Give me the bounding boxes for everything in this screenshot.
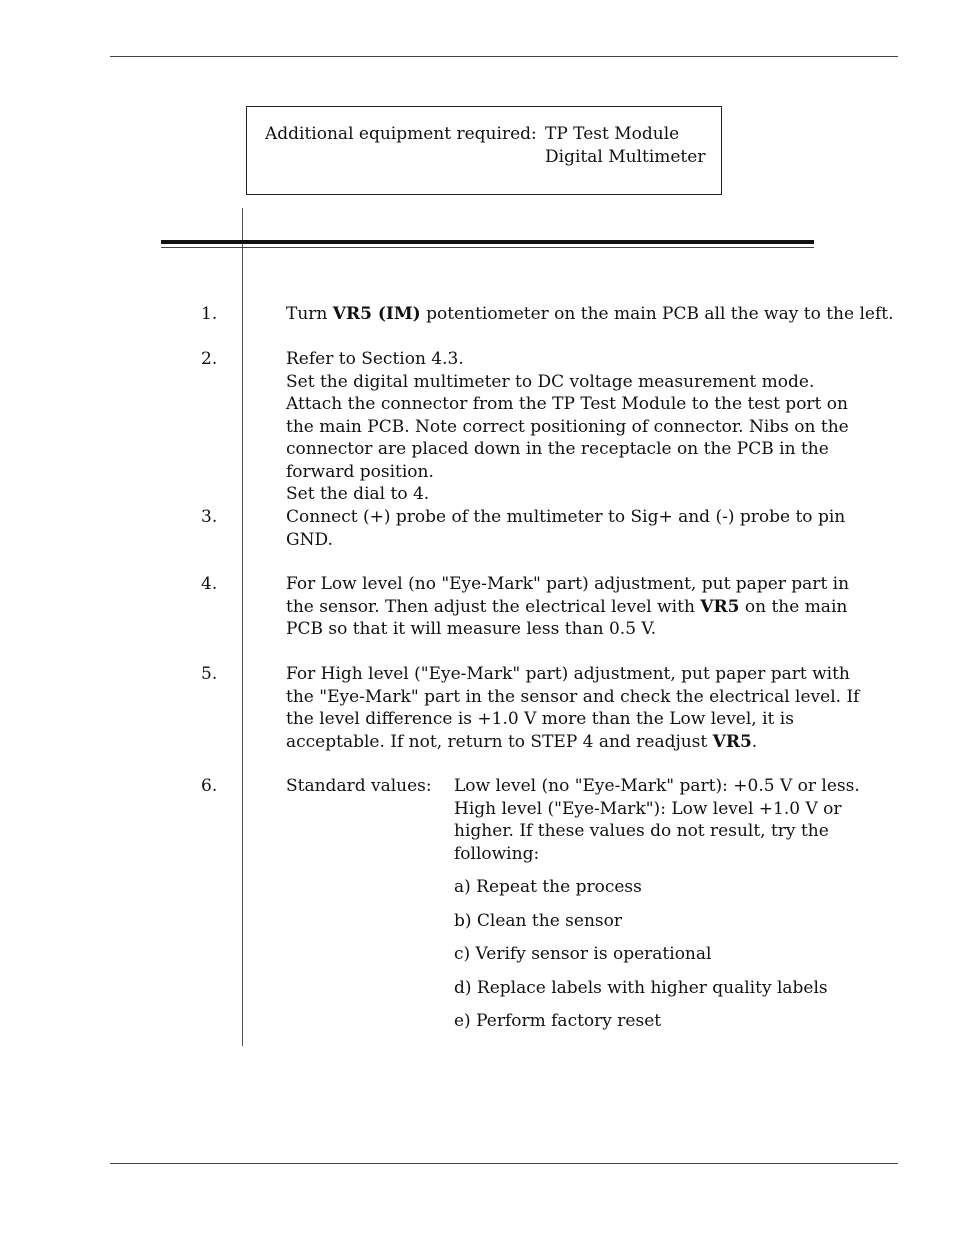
step-line: Attach the connector from the TP Test Module to the test port on the main PCB. Note correct positioning of connector. Nibs on the connector are placed down in the receptacle on the PCB in the forward position. [286,394,849,482]
list-item: b) Clean the sensor [454,910,622,931]
text-run: potentiometer on the main PCB all the way to the left. [420,304,894,324]
component-ref: VR5 [700,596,740,617]
text-run: on the main PCB so that it will measure less than 0.5 V. [286,596,848,639]
step-number: 6. [201,776,218,796]
step-number: 5. [201,664,218,684]
step-line: Refer to Section 4.3. [286,349,464,369]
list-item: c) Verify sensor is operational [454,944,712,964]
high-level-value: High level ("Eye-Mark"): Low level +1.0 V or higher. If these values do not result, try the following: [454,798,842,864]
list-item: a) Repeat the process [454,877,642,897]
step-text [286,573,876,641]
list-item: d) Replace labels with higher quality labels [454,977,828,998]
step-number: 4. [201,574,218,594]
text-run: For Low level (no "Eye-Mark" part) adjustment, put paper part in the sensor. Then adjust the electrical level with [286,574,850,617]
margin-rule [242,208,243,1046]
step-text: Connect (+) probe of the multimeter to Sig+ and (-) probe to pin GND. [286,507,846,550]
component-ref: VR5 [712,731,752,752]
step-text [286,663,876,753]
equipment-list [545,123,705,168]
remedy-list [454,876,874,1044]
footer-rule [110,1163,898,1164]
equipment-item: Digital Multimeter [545,146,706,167]
text-run: For High level ("Eye-Mark" part) adjustment, put paper part with the "Eye-Mark" part in the sensor and check the electrical level. If the level difference is +1.0 V more than the Low level, it is acceptable. If not, return to STEP 4 and readjust [286,664,860,752]
equipment-box [246,106,722,195]
step-line: Set the dial to 4. [286,484,430,504]
header-rule [110,56,898,57]
equipment-label: Additional equipment required: [265,124,537,144]
standard-values-label: Standard values: [286,776,432,796]
step-number: 2. [201,349,218,369]
step-line: Set the digital multimeter to DC voltage measurement mode. [286,371,815,392]
text-run: Turn [286,304,333,324]
step-text [286,303,894,326]
standard-values [454,775,874,1044]
equipment-item: TP Test Module [545,124,680,144]
component-ref: VR5 (IM) [332,304,421,324]
section-rule-thick [161,240,814,244]
step-text [286,348,876,506]
text-run: . [751,731,758,752]
list-item: e) Perform factory reset [454,1011,662,1031]
section-rule-thin [161,247,814,248]
step-number: 1. [201,304,218,324]
step-number: 3. [201,507,218,527]
low-level-value: Low level (no "Eye-Mark" part): +0.5 V or less. [454,776,860,796]
